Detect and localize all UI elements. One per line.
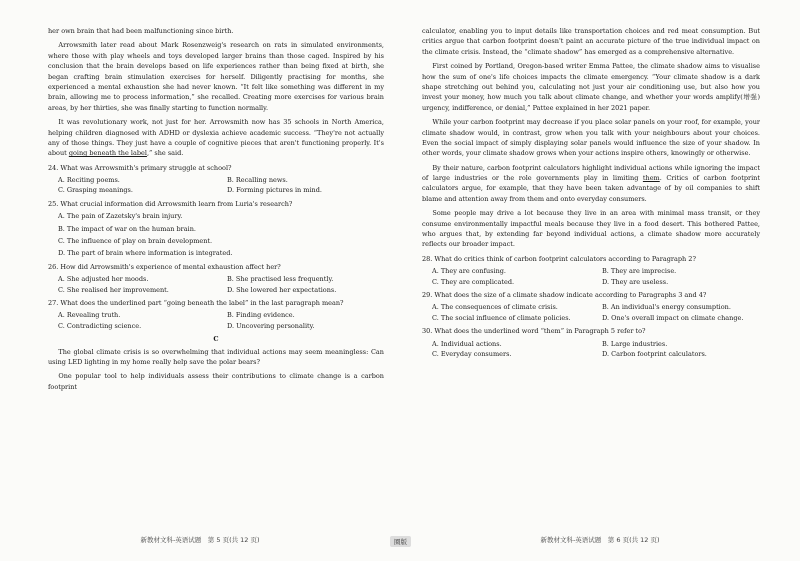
option-b: B. Large industries. <box>602 339 668 348</box>
option-d: D. Carbon footprint calculators. <box>602 349 707 358</box>
option-b: B. An individual's energy consumption. <box>602 303 731 312</box>
paragraph: By their nature, carbon footprint calculators highlight individual actions while ignoring the impact of large industries or the role governments play in limiting them. Critics of carbon footprint calculators argue, for example, that they have been taken advantage of by oil companies to shift blame and attention away from them and onto everyday consumers. <box>422 163 760 203</box>
option-d: D. Uncovering personality. <box>227 321 315 330</box>
question-25 <box>48 199 384 259</box>
question-stem: 24. What was Arrowsmith's primary struggle at school? <box>48 163 232 172</box>
option-d: D. They are useless. <box>602 277 669 286</box>
option-c: C. Grasping meanings. <box>58 186 133 195</box>
option-c: C. The social influence of climate policies. <box>432 313 571 322</box>
question-stem: 25. What crucial information did Arrowsmith learn from Luria's research? <box>48 199 293 208</box>
option-d: D. One's overall impact on climate change. <box>602 313 744 322</box>
question-stem: 29. What does the size of a climate shadow indicate according to Paragraphs 3 and 4? <box>422 290 707 299</box>
paragraph: her own brain that had been malfunctioning since birth. <box>48 27 234 35</box>
question-27 <box>48 298 384 331</box>
option-a: A. Individual actions. <box>432 339 502 348</box>
underlined-phrase: going beneath the label <box>68 149 147 158</box>
paragraph: While your carbon footprint may decrease if you place solar panels on your roof, for example, your climate shadow would, in contrast, grow when you talk with your neighbours about your choices. Even the social impact of simply displaying solar panels would influence the size of your shadow. In other words, your climate shadow grows when your actions inspire others, knowingly or otherwise. <box>422 118 760 158</box>
paragraph: One popular tool to help individuals assess their contributions to climate change is a carbon footprint <box>48 372 384 391</box>
paragraph: It was revolutionary work, not just for her. Arrowsmith now has 35 schools in North America, helping children diagnosed with ADHD or dyslexia achieve academic success. “They're not actually any of those things. They just have a couple of cognitive pieces that aren't functioning properly. It's about going beneath the label,” she said. <box>48 118 384 158</box>
question-28 <box>422 254 760 287</box>
option-c: C. Contradicting science. <box>58 321 142 330</box>
watermark-stamp: 圈版 <box>390 536 411 547</box>
paragraph: Some people may drive a lot because they live in an area with minimal mass transit, or they consume environmentally impactful meals because they live in a food desert. This bothered Pattee, who argues that, by extending far beyond individual actions, a climate shadow more accurately reflects our broader impact. <box>422 209 760 249</box>
paragraph: calculator, enabling you to input details like transportation choices and red meat consumption. But critics argue that carbon footprint doesn't paint an accurate picture of the true individual impact on the climate crisis. Instead, the “climate shadow” has emerged as a comprehensive alternative. <box>422 27 760 56</box>
option-d: D. The part of brain where information is integrated. <box>58 249 233 258</box>
section-heading: C <box>213 335 219 344</box>
option-a: A. They are confusing. <box>432 267 506 276</box>
page-footer: 新教材文科-英语试题 第 5 页(共 12 页) <box>140 535 260 544</box>
option-b: B. The impact of war on the human brain. <box>58 224 196 233</box>
option-b: B. She practised less frequently. <box>227 275 334 284</box>
option-b: B. Recalling news. <box>227 176 288 185</box>
option-d: D. Forming pictures in mind. <box>227 186 322 195</box>
question-stem: 27. What does the underlined part “going beneath the label” in the last paragraph mean? <box>48 298 344 307</box>
option-d: D. She lowered her expectations. <box>227 285 337 294</box>
option-c: C. The influence of play on brain development. <box>58 237 213 246</box>
question-26 <box>48 262 384 295</box>
paragraph: Arrowsmith later read about Mark Rosenzweig's research on rats in simulated environments, where those with play wheels and toys developed larger brains than those caged. Inspired by his conclusion that the brain develops based on life experiences rather than being fixed at birth, she began crafting brain stimulation exercises for herself. Diligently practising for months, she experienced a mental exhaustion she had never known. “It felt like something was different in my brain, allowing me to process information,” she recalled. Creating more exercises for various brain areas, by her thirties, she was finally starting to function normally. <box>48 41 384 112</box>
option-a: A. The pain of Zazetsky's brain injury. <box>58 212 183 221</box>
underlined-word: them <box>642 174 660 183</box>
paragraph: First coined by Portland, Oregon-based writer Emma Pattee, the climate shadow aims to visualise how the sum of one's life choices impacts the climate emergency. “Your climate shadow is a dark shape stretching out behind you, calculating not just your air conditioning use, but also how you invest your money, how much you talk about climate change, and whether your words amplify(增强) urgency, indifference, or denial,” Pattee explained in her 2021 paper. <box>422 62 760 112</box>
paragraph: The global climate crisis is so overwhelming that individual actions may seem meaningless: Can using LED lighting in my home really help save the polar bears? <box>48 347 384 366</box>
option-c: C. She realised her improvement. <box>58 285 169 294</box>
page-footer: 新教材文科-英语试题 第 6 页(共 12 页) <box>540 535 660 544</box>
option-a: A. She adjusted her moods. <box>58 275 149 284</box>
question-24 <box>48 163 384 196</box>
question-stem: 26. How did Arrowsmith's experience of mental exhaustion affect her? <box>48 262 281 271</box>
option-a: A. Revealing truth. <box>58 311 121 320</box>
option-b: B. Finding evidence. <box>227 311 295 320</box>
question-stem: 28. What do critics think of carbon footprint calculators according to Paragraph 2? <box>422 254 696 263</box>
question-stem: 30. What does the underlined word “them” in Paragraph 5 refer to? <box>422 327 646 336</box>
option-c: C. Everyday consumers. <box>432 349 512 358</box>
question-30 <box>422 326 760 359</box>
option-c: C. They are complicated. <box>432 277 515 286</box>
page-6 <box>400 0 800 561</box>
option-a: A. Reciting poems. <box>58 176 120 185</box>
option-a: A. The consequences of climate crisis. <box>432 303 558 312</box>
option-b: B. They are imprecise. <box>602 267 677 276</box>
question-29 <box>422 290 760 323</box>
